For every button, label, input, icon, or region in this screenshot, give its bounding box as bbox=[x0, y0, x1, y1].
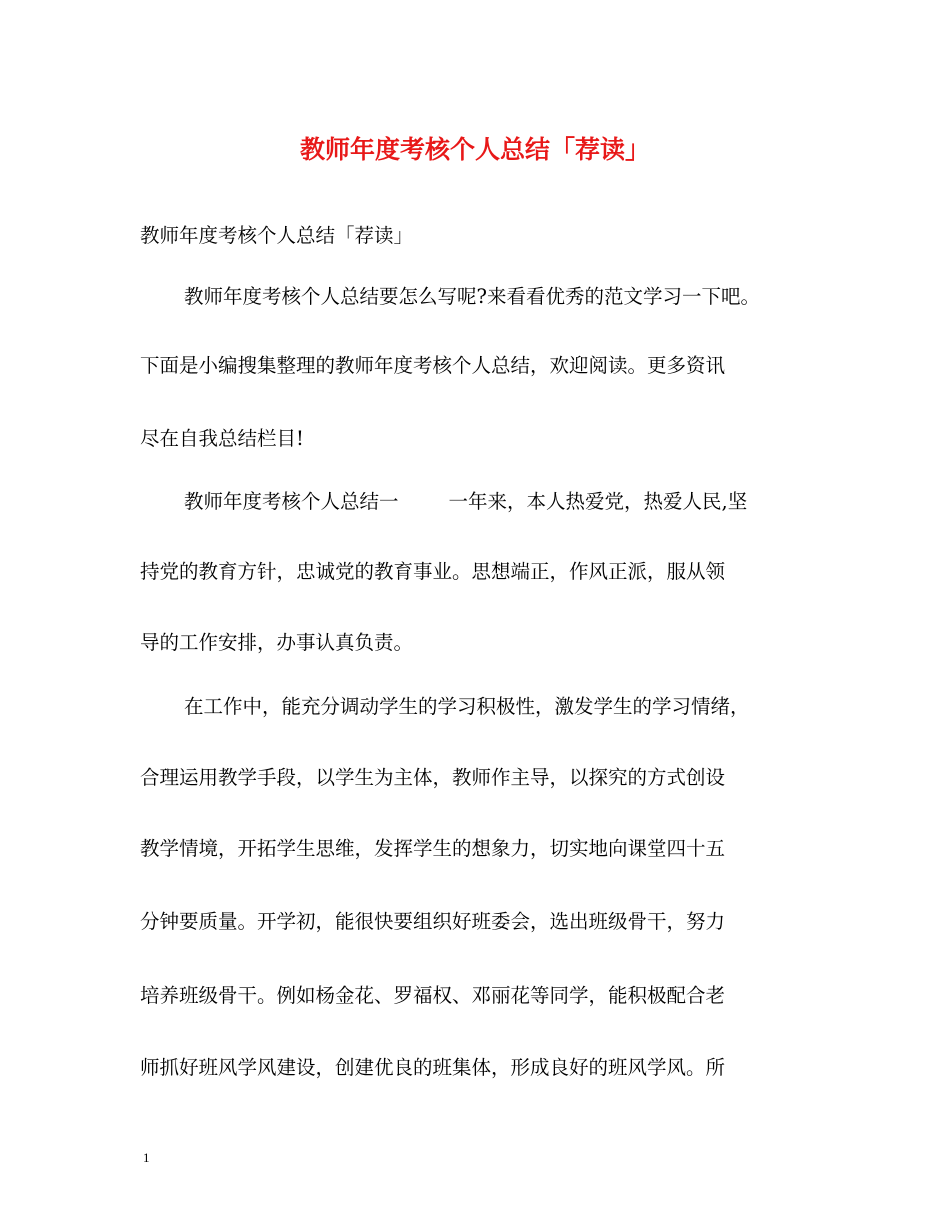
body-line: 尽在自我总结栏目! bbox=[140, 427, 304, 450]
page-number: 1 bbox=[143, 1150, 150, 1165]
body-line-section-heading bbox=[184, 488, 747, 516]
body-line: 导的工作安排，办事认真负责。 bbox=[140, 631, 414, 654]
section-text: 一年来，本人热爱党，热爱人民,坚 bbox=[448, 490, 748, 513]
body-line: 教学情境，开拓学生思维，发挥学生的想象力，切实地向课堂四十五 bbox=[140, 837, 726, 860]
body-line: 培养班级骨干。例如杨金花、罗福权、邓丽花等同学，能积极配合老 bbox=[140, 984, 726, 1007]
body-line: 合理运用教学手段，以学生为主体，教师作主导，以探究的方式创设 bbox=[140, 766, 726, 789]
body-line: 分钟要质量。开学初，能很快要组织好班委会，选出班级骨干，努力 bbox=[140, 910, 726, 933]
body-line: 教师年度考核个人总结要怎么写呢?来看看优秀的范文学习一下吧。 bbox=[184, 285, 760, 308]
section-heading: 教师年度考核个人总结一 bbox=[184, 490, 399, 513]
body-line: 下面是小编搜集整理的教师年度考核个人总结，欢迎阅读。更多资讯 bbox=[140, 354, 726, 377]
body-line: 师抓好班风学风建设，创建优良的班集体，形成良好的班风学风。所 bbox=[140, 1056, 726, 1079]
document-title: 教师年度考核个人总结「荐读」 bbox=[299, 135, 650, 164]
body-line: 持党的教育方针，忠诚党的教育事业。思想端正，作风正派，服从领 bbox=[140, 560, 726, 583]
subtitle-line: 教师年度考核个人总结「荐读」 bbox=[140, 224, 414, 247]
body-line: 在工作中，能充分调动学生的学习积极性，激发学生的学习情绪， bbox=[184, 695, 750, 718]
